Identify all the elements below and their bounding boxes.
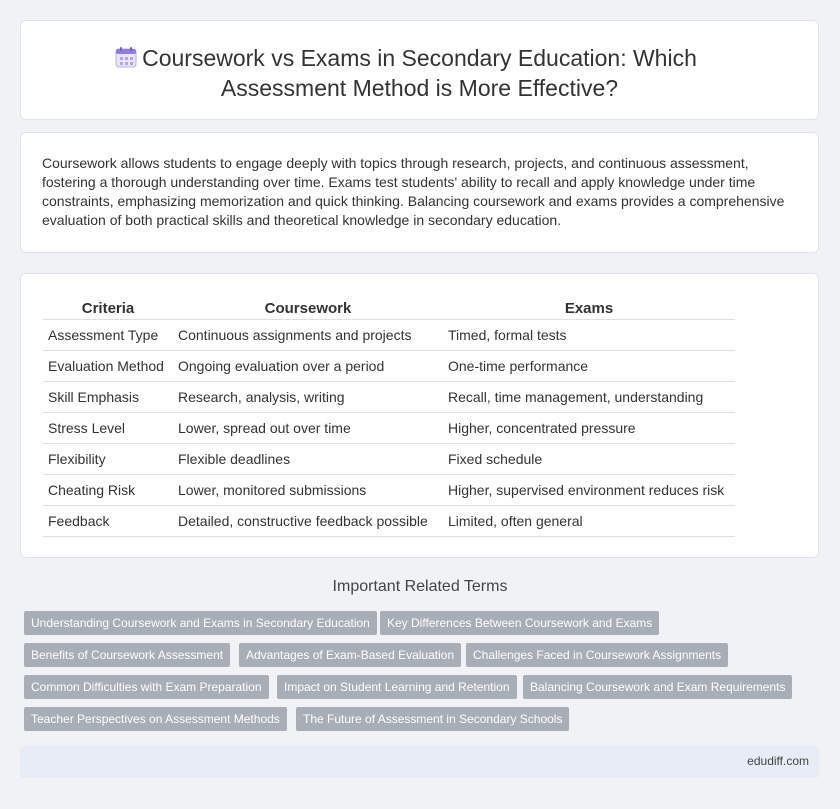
related-tag[interactable]: Advantages of Exam-Based Evaluation	[239, 643, 461, 667]
table-cell-coursework: Lower, monitored submissions	[173, 474, 443, 505]
related-tag[interactable]: Teacher Perspectives on Assessment Methods	[24, 707, 287, 731]
footer	[20, 745, 819, 778]
related-tag[interactable]: Impact on Student Learning and Retention	[277, 675, 517, 699]
intro-card	[20, 132, 819, 253]
page-title	[21, 43, 818, 103]
table-row	[43, 381, 735, 412]
related-tag[interactable]: Key Differences Between Coursework and Exams	[380, 611, 659, 635]
table-row	[43, 443, 735, 474]
table-cell-coursework: Research, analysis, writing	[173, 381, 443, 412]
related-tag[interactable]: Benefits of Coursework Assessment	[24, 643, 230, 667]
table-row	[43, 505, 735, 536]
table-cell-exams: Limited, often general	[443, 505, 735, 536]
table-cell-coursework: Ongoing evaluation over a period	[173, 350, 443, 381]
table-cell-criteria: Flexibility	[43, 443, 173, 474]
table-row	[43, 474, 735, 505]
table-cell-exams: Timed, formal tests	[443, 319, 735, 350]
related-tag[interactable]: The Future of Assessment in Secondary Schools	[296, 707, 569, 731]
table-header-row	[43, 298, 735, 319]
table-cell-criteria: Assessment Type	[43, 319, 173, 350]
table-cell-criteria: Skill Emphasis	[43, 381, 173, 412]
page-title-line-2: Assessment Method is More Effective?	[220, 75, 619, 101]
table-cell-coursework: Detailed, constructive feedback possible	[173, 505, 443, 536]
table-cell-exams: Fixed schedule	[443, 443, 735, 474]
table-row	[43, 412, 735, 443]
related-tag[interactable]: Common Difficulties with Exam Preparation	[24, 675, 269, 699]
table-row	[43, 350, 735, 381]
intro-paragraph: Coursework allows students to engage deeply with topics through research, projects, and continuous assessment, fostering a thorough understanding over time. Exams test students' ability to recall and apply knowledge under time constraints, emphasizing memorization and quick thinking. Balancing coursework and exams provides a comprehensive evaluation of both practical skills and theoretical knowledge in secondary education.	[42, 155, 785, 228]
comparison-table	[43, 298, 735, 537]
table-cell-coursework: Flexible deadlines	[173, 443, 443, 474]
title-card	[20, 20, 819, 120]
table-cell-criteria: Feedback	[43, 505, 173, 536]
header-exams: Exams	[564, 299, 614, 317]
table-cell-exams: Higher, supervised environment reduces risk	[443, 474, 735, 505]
table-cell-coursework: Lower, spread out over time	[173, 412, 443, 443]
header-criteria: Criteria	[81, 299, 135, 317]
footer-site-link[interactable]: edudiff.com	[747, 754, 809, 768]
table-cell-criteria: Stress Level	[43, 412, 173, 443]
table-row	[43, 319, 735, 350]
related-tag[interactable]: Challenges Faced in Coursework Assignments	[466, 643, 728, 667]
header-coursework: Coursework	[264, 299, 352, 317]
related-tag[interactable]: Balancing Coursework and Exam Requirements	[523, 675, 792, 699]
table-cell-exams: Recall, time management, understanding	[443, 381, 735, 412]
related-tag[interactable]: Understanding Coursework and Exams in Secondary Education	[24, 611, 377, 635]
related-terms-heading: Important Related Terms	[332, 578, 508, 595]
page-title-line-1: Coursework vs Exams in Secondary Education: Which	[142, 45, 697, 71]
table-cell-criteria: Evaluation Method	[43, 350, 173, 381]
table-cell-criteria: Cheating Risk	[43, 474, 173, 505]
table-cell-exams: One-time performance	[443, 350, 735, 381]
comparison-table-card	[20, 273, 819, 558]
table-cell-exams: Higher, concentrated pressure	[443, 412, 735, 443]
table-cell-coursework: Continuous assignments and projects	[173, 319, 443, 350]
